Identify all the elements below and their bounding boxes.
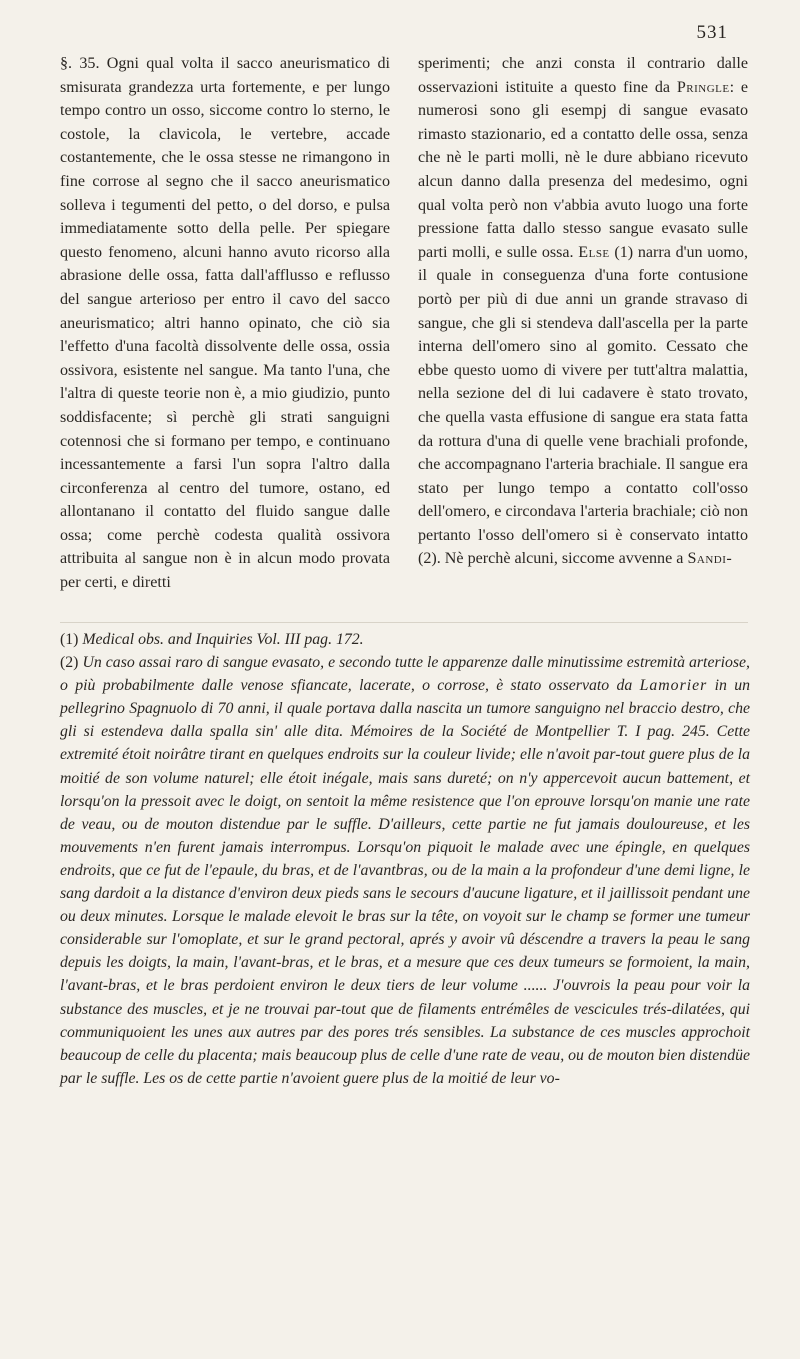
- footnote-1-number: (1): [60, 631, 79, 648]
- page-number: 531: [696, 22, 728, 43]
- right-column-text-2: : e numerosi sono gli esempj di sangue evasato rimasto stazionario, ed a contatto delle ossa, senza che nè le parti molli, nè le dure abbiano ricevuto alcun danno dalla presenza del medesimo, ogni qual volta però non v'abbia avuto luogo una forte pressione fatta dallo stesso sangue evasato sulle parti molli, e sulle ossa.: [418, 78, 749, 261]
- author-else: Else: [578, 243, 610, 261]
- right-column-text-3: (1) narra d'un uomo, il quale in conseguenza d'una forte contusione portò per più di due anni un grande stravaso di sangue, che gli si stendeva dall'ascella per la parte interna dell'omero sino al gomito. Cessato che ebbe questo uomo di vivere per tutt'altra malattia, nella sezione del di lui cadavere è stato trovato, che quella vasta effusione di sangue era stata fatta da rottura d'una di quelle vene brachiali profonde, che accompagnano l'arteria brachiale. Il sangue era stato per lungo tempo a contatto coll'osso dell'omero, e circondava l'arteria brachiale; ciò non pertanto l'osso dell'omero si è conservato intatto (2). Nè perchè alcuni, siccome avvenne a: [418, 243, 748, 568]
- author-pringle: Pringle: [676, 78, 730, 96]
- footnote-2-text-b: in un pellegrino Spagnuolo di 70 anni, il quale portava dalla nascita un tumore sanguigno nel braccio destro, che gli si estendeva dalla spalla sin' alle dita. Mémoires de la Société de Montpellier T. I pag. 245. Cette extremité étoit noirâtre tirant en quelques endroits sur la couleur livide; elle n'avoit par-tout guere plus de la moitié de son volume naturel; elle étoit inégale, mais sans dureté; on n'y appercevoit aucun battement, et lorsqu'on la pressoit avec le doigt, on sentoit la même resistence que l'on eprouve lorsqu'on manie une rate de veau, ou de mouton distendue par le suffle. D'ailleurs, cette partie ne fut jamais douloureuse, et les mouvements n'en furent jamais interrompus. Lorsqu'on piquoit le malade avec une épingle, en quelques endroits, que ce fut de l'epaule, du bras, et de l'avantbras, ou de la main a la profondeur d'une demi ligne, le sang dardoit a la distance d'environ deux pieds sans le secours d'aucune ligature, et il jaillissoit pendant une ou deux minutes. Lorsque le malade elevoit le bras sur la tête, on voyoit sur le champ se former une tumeur considerable sur l'omoplate, et sur le grand pectoral, aprés y avoir vû déscendre a travers la peau le sang depuis les doigts, la main, l'avant-bras, et le bras, et a mesure que ces deux tumeurs se formoient, la main, l'avant-bras, et le bras perdoient environ le deux tiers de leur volume ...... J'ouvrois la peau pour voir la substance des muscles, et je ne trouvai par-tout que de filaments entrémêles de vescicules trés-dilatées, qui communiquoient les unes aux autres par des pores trés sensibles. La substance de ces muscles approchoit beaucoup de celle du placenta; mais beaucoup plus de celle d'une rate de veau, ou de mouton bien distendüe par le suffle. Les os de cette partie n'avoient guere plus de la moitié de leur vo-: [60, 677, 751, 1087]
- right-column-text-1: sperimenti; che anzi consta il contrario dalle osservazioni istituite a questo fine da: [418, 55, 748, 96]
- left-column: [60, 52, 390, 595]
- footnote-divider: [60, 622, 748, 623]
- footnotes: [60, 628, 750, 1090]
- author-lamorier: Lamorier: [639, 677, 708, 695]
- footnote-2-number: (2): [60, 654, 79, 672]
- footnote-2-text-a: Un caso assai raro di sangue evasato, e secondo tutte le apparenze dalle minutissime estremità arteriose, o più probabilmente dalle venose sfiancate, lacerate, o corrose, è stato osservato da: [60, 654, 750, 695]
- footnote-2: [60, 651, 750, 1090]
- left-column-text: §. 35. Ogni qual volta il sacco aneurismatico di smisurata grandezza urta fortemente, e per lungo tempo contro un osso, siccome contro lo sterno, le costole, la clavicola, le vertebre, accade costantemente, che le ossa stesse ne rimangono in fine corrose al segno che il sacco aneurismatico solleva i tegumenti del petto, o del dorso, e pulsa immediatamente sotto della pelle. Per spiegare questo fenomeno, alcuni hanno avuto ricorso alla abrasione delle ossa, fatta dall'afflusso e reflusso del sangue arterioso per entro il cavo del sacco aneurismatico; altri hanno opinato, che ciò sia l'effetto d'una facoltà dissolvente delle ossa, ossia ossivora, esistente nel sangue. Ma tanto l'una, che l'altra di queste teorie non è, a mio giudizio, punto soddisfacente; sì perchè gli strati sanguigni cotennosi che si formano per tempo, e continuano incessantemente a farsi l'un sopra l'altro dalla circonferenza al centro del tumore, ostano, ed allontanano il contatto del fluido sangue dalle ossa; come perchè codesta qualità ossivora attribuita al sangue non è in alcun modo provata per certi, e diretti: [60, 55, 390, 592]
- right-column: [418, 52, 748, 595]
- body-columns: [60, 52, 748, 595]
- footnote-1: [60, 628, 750, 651]
- footnote-1-text: Medical obs. and Inquiries Vol. III pag. 172.: [82, 631, 364, 648]
- author-sandifort: Sandi-: [687, 550, 733, 568]
